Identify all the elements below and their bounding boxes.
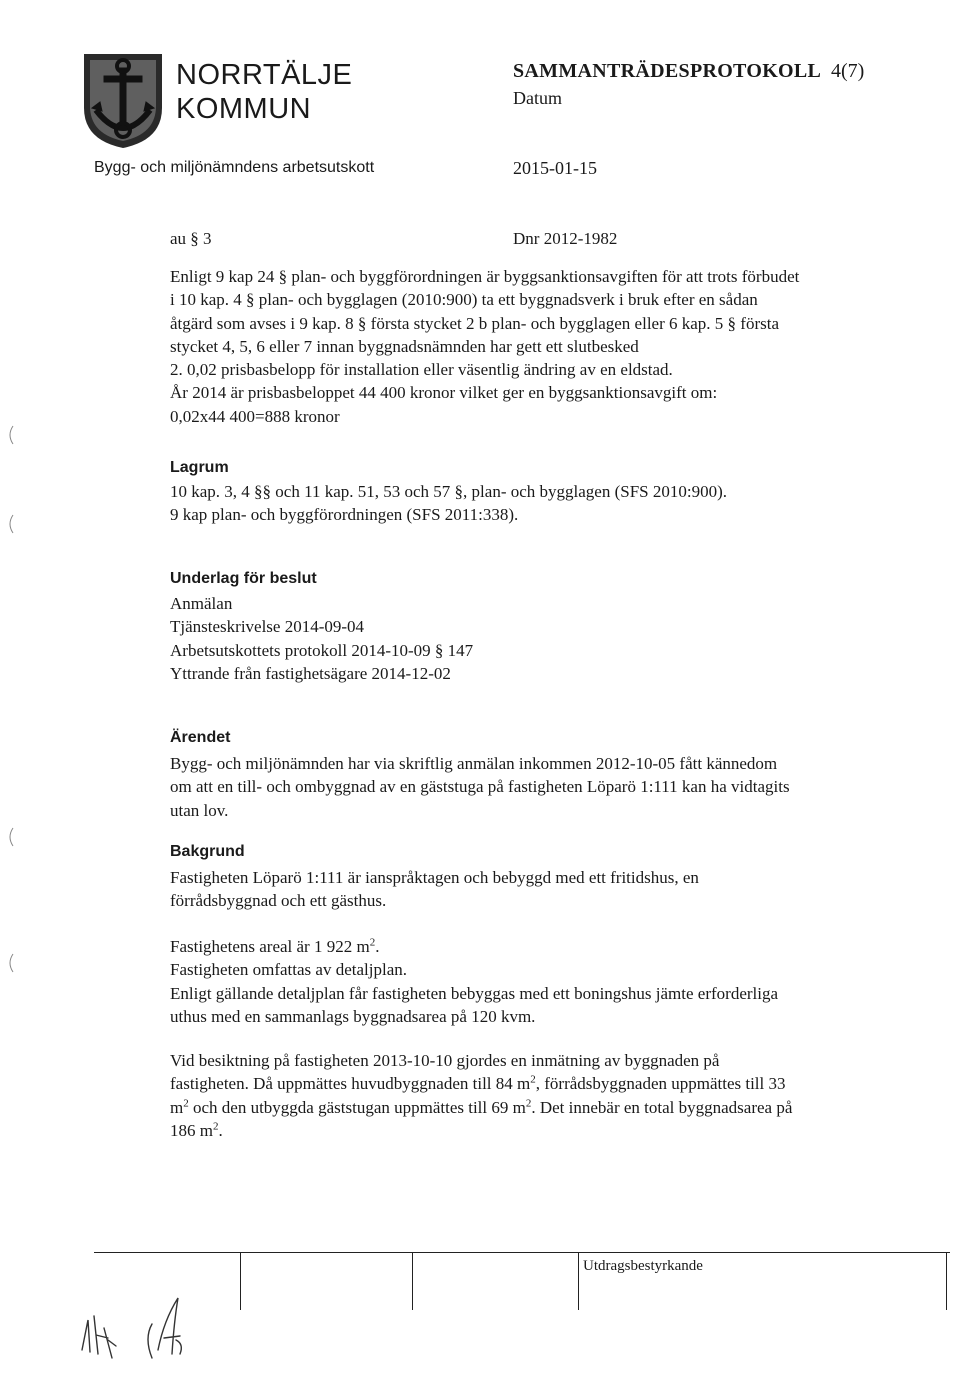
page-number: 4(7) [831, 60, 865, 82]
list-item: Tjänsteskrivelse 2014-09-04 [170, 617, 365, 637]
text-line: fastigheten. Då uppmättes huvudbyggnaden till 84 $m^2$, förrådsbyggnaden uppmättes till 33 [170, 1073, 786, 1094]
handwritten-signature-icon [60, 1280, 220, 1370]
margin-mark-icon [6, 952, 16, 974]
text-line: om att en till- och ombyggnad av en gäststuga på fastigheten Löparö 1:111 kan ha vidtagits [170, 777, 790, 797]
text-line: utan lov. [170, 800, 229, 820]
text-line: År 2014 är prisbasbeloppet 44 400 kronor vilket ger en byggsanktionsavgift om: [170, 383, 718, 403]
intro-paragraph [170, 265, 910, 428]
text-line: 186 $m^2$. [170, 1120, 223, 1140]
text-line: Bygg- och miljönämnden har via skriftlig anmälan inkommen 2012-10-05 fått kännedom [170, 754, 778, 773]
section-number: au § 3 [170, 229, 212, 248]
table-divider [412, 1252, 413, 1310]
text-line: uthus med en sammanlags byggnadsarea på 120 kvm. [170, 1006, 536, 1026]
text-line: Fastigheten omfattas av detaljplan. [170, 960, 407, 980]
text-line: 0,02x44 400=888 kronor [170, 406, 340, 426]
text-line: Enligt gällande detaljplan får fastigheten bebyggas med ett boningshus jämte erforderliga [170, 983, 779, 1003]
lagrum-paragraph [170, 480, 910, 527]
areal-paragraph [170, 935, 910, 1028]
list-item: Anmälan [170, 594, 233, 613]
norrtalje-anchor-logo-icon [80, 50, 166, 150]
text-line: åtgärd som avses i 9 kap. 8 § första stycket 2 b plan- och bygglagen eller 6 kap. 5 § första [170, 313, 780, 333]
list-item: Yttrande från fastighetsägare 2014-12-02 [170, 663, 451, 683]
date-label: Datum [513, 88, 562, 108]
certification-label: Utdragsbestyrkande [583, 1258, 703, 1274]
text-line: förrådsbyggnad och ett gästhus. [170, 891, 387, 911]
text-line: 2. 0,02 prisbasbelopp för installation eller väsentlig ändring av en eldstad. [170, 360, 673, 380]
margin-mark-icon [6, 424, 16, 446]
bakgrund-paragraph [170, 866, 910, 913]
organization-name-line1: NORRTÄLJE [176, 59, 353, 91]
besiktning-paragraph [170, 1049, 910, 1142]
margin-mark-icon [6, 513, 16, 535]
margin-mark-icon [6, 826, 16, 848]
text-line: Enligt 9 kap 24 § plan- och byggförordningen är byggsanktionsavgiften för att trots förbudet [170, 267, 800, 286]
arendet-paragraph [170, 752, 910, 822]
underlag-heading: Underlag för beslut [170, 570, 317, 587]
underlag-list [170, 592, 910, 685]
protocol-title: SAMMANTRÄDESPROTOKOLL [513, 60, 822, 82]
signature-table [94, 1252, 950, 1312]
text-line: Vid besiktning på fastigheten 2013-10-10 gjordes en inmätning av byggnaden på [170, 1051, 720, 1070]
committee-name: Bygg- och miljönämndens arbetsutskott [94, 159, 375, 176]
bakgrund-heading: Bakgrund [170, 843, 245, 860]
table-divider [946, 1252, 947, 1310]
lagrum-heading: Lagrum [170, 459, 229, 476]
diary-number: Dnr 2012-1982 [513, 229, 618, 248]
text-line: $m^2$ och den utbyggda gäststugan uppmättes till 69 $m^2$. Det innebär en total byggnadsarea på [170, 1096, 793, 1117]
list-item: Arbetsutskottets protokoll 2014-10-09 § 147 [170, 640, 474, 660]
table-divider [240, 1252, 241, 1310]
text-line: Fastigheten Löparö 1:111 är ianspråktagen och bebyggd med ett fritidshus, en [170, 868, 699, 887]
text-line: i 10 kap. 4 § plan- och bygglagen (2010:900) ta ett byggnadsverk i bruk efter en sådan [170, 290, 758, 310]
text-line: stycket 4, 5, 6 eller 7 innan byggnadsnämnden har gett ett slutbesked [170, 336, 639, 356]
organization-name-line2: KOMMUN [176, 93, 312, 125]
text-line: 9 kap plan- och byggförordningen (SFS 2011:338). [170, 505, 519, 525]
table-divider [578, 1252, 579, 1310]
areal-line: Fastighetens areal är 1 922 $m^2$. [170, 936, 380, 956]
meeting-date: 2015-01-15 [513, 158, 597, 178]
arendet-heading: Ärendet [170, 729, 231, 746]
text-line: 10 kap. 3, 4 §§ och 11 kap. 51, 53 och 57 §, plan- och bygglagen (SFS 2010:900). [170, 482, 727, 501]
